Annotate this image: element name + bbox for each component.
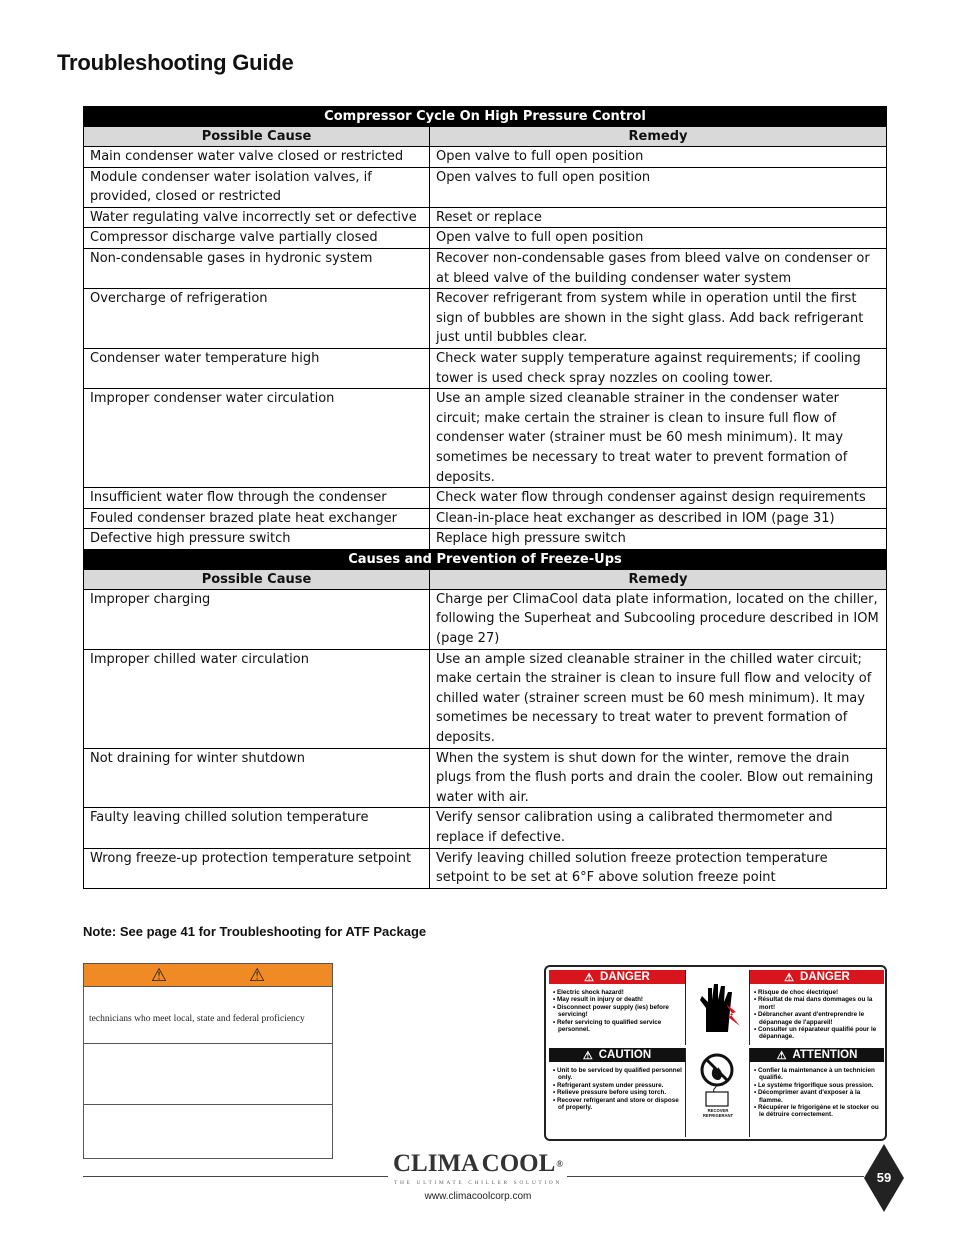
flame-prohibited-icon — [685, 1048, 750, 1137]
danger-label-en: DANGER — [600, 971, 650, 983]
cause-cell: Overcharge of refrigeration — [84, 289, 430, 349]
climacool-logo: CLIMA COOL ® THE ULTIMATE CHILLER SOLUTION — [393, 1150, 563, 1186]
table-row — [84, 808, 887, 848]
section-title: Causes and Prevention of Freeze-Ups — [84, 549, 887, 569]
remedy-cell: Verify sensor calibration using a calibrated thermometer and replace if defective. — [430, 808, 887, 848]
cause-cell: Main condenser water valve closed or restricted — [84, 147, 430, 168]
caution-header — [549, 1048, 685, 1062]
remedy-cell: Use an ample sized cleanable strainer in the chilled water circuit; make certain the strainer is clean to insure full flow and velocity of chilled water (strainer screen must be 60 mesh minimum). It may sometimes be necessary to treat water to prevent formation of deposits. — [430, 649, 887, 748]
warning-text: technicians who meet local, state and federal proficiency — [89, 1014, 305, 1024]
section-title: Compressor Cycle On High Pressure Control — [84, 107, 887, 127]
label-line: • Débrancher avant d'entreprendre le dépannage de l'appareil! — [754, 1011, 865, 1026]
label-line: • Electric shock hazard! — [553, 989, 624, 996]
cause-cell: Water regulating valve incorrectly set or defective — [84, 207, 430, 228]
remedy-cell: Check water flow through condenser against design requirements — [430, 488, 887, 509]
table-row — [84, 529, 887, 550]
label-line: • Résultat de mai dans dommages ou la mort! — [754, 996, 873, 1011]
label-line: • Refrigerant system under pressure. — [553, 1081, 664, 1089]
caution-text — [553, 1067, 683, 1111]
column-header-row — [84, 127, 887, 147]
label-line: • Relieve pressure before using torch. — [553, 1089, 667, 1097]
warning-triangle-icon: ⚠ — [150, 964, 167, 985]
cause-cell: Non-condensable gases in hydronic system — [84, 248, 430, 288]
warning-triangle-icon: ⚠ — [249, 964, 266, 985]
remedy-cell: Reset or replace — [430, 207, 887, 228]
cause-cell: Insufficient water flow through the condenser — [84, 488, 430, 509]
footer-divider-right — [567, 1176, 864, 1177]
label-line: • Risque de choc électrique! — [754, 989, 839, 996]
label-line: • Recover refrigerant and store or dispose of properly. — [553, 1096, 679, 1112]
remedy-cell: Recover non-condensable gases from bleed valve on condenser or at bleed valve of the building condenser water system — [430, 248, 887, 288]
column-header-cause: Possible Cause — [84, 127, 430, 147]
recover-refrigerant-label: RECOVER REFRIGERANT — [702, 1108, 734, 1118]
table-row — [84, 348, 887, 388]
remedy-cell: Check water supply temperature against requirements; if cooling tower is used check spray nozzles on cooling tower. — [430, 348, 887, 388]
table-row — [84, 748, 887, 808]
attention-label: ATTENTION — [792, 1049, 858, 1061]
table-row — [84, 167, 887, 207]
warning-row — [84, 1044, 332, 1105]
warning-triangle-icon: ⚠ — [582, 1049, 593, 1062]
cause-cell: Defective high pressure switch — [84, 529, 430, 550]
column-header-row — [84, 569, 887, 589]
cause-cell: Not draining for winter shutdown — [84, 748, 430, 808]
danger-header-en — [549, 970, 685, 984]
caution-label: CAUTION — [598, 1049, 652, 1061]
remedy-cell: Use an ample sized cleanable strainer in the condenser water circuit; make certain the strainer is clean to insure full flow of condenser water (strainer must be 60 mesh minimum). It may sometimes be necessary to treat water to prevent formation of deposits. — [430, 389, 887, 488]
cause-cell: Faulty leaving chilled solution temperature — [84, 808, 430, 848]
column-header-remedy: Remedy — [430, 127, 887, 147]
warning-box — [83, 963, 333, 1159]
table-row — [84, 228, 887, 249]
footer-divider-left — [83, 1176, 388, 1177]
table-row — [84, 848, 887, 888]
cause-cell: Improper condenser water circulation — [84, 389, 430, 488]
page-number: 59 — [876, 1170, 892, 1185]
table-row — [84, 389, 887, 488]
table-row — [84, 508, 887, 529]
remedy-cell: When the system is shut down for the winter, remove the drain plugs from the flush ports and drain the cooler. Blow out remaining water with air. — [430, 748, 887, 808]
remedy-cell: Recover refrigerant from system while in operation until the first sign of bubbles are shown in the sight glass. Add back refrigerant just until bubbles clear. — [430, 289, 887, 349]
label-line: • Décomprimer avant d'exposer à la flamme. — [754, 1089, 861, 1104]
label-line: • May result in injury or death! — [553, 996, 644, 1004]
table-row — [84, 147, 887, 168]
warning-triangle-icon: ⚠ — [776, 1049, 787, 1062]
section-header-row — [84, 549, 887, 569]
table-row — [84, 589, 887, 649]
section-header-row — [84, 107, 887, 127]
remedy-cell: Replace high pressure switch — [430, 529, 887, 550]
warning-triangle-icon: ⚠ — [584, 971, 595, 984]
cause-cell: Wrong freeze-up protection temperature setpoint — [84, 848, 430, 888]
cause-cell: Module condenser water isolation valves, if provided, closed or restricted — [84, 167, 430, 207]
table-row — [84, 488, 887, 509]
remedy-cell: Open valves to full open position — [430, 167, 887, 207]
label-line: • Confier la maintenance à un technicien qualifié. — [754, 1067, 875, 1082]
cause-cell: Improper charging — [84, 589, 430, 649]
atf-note: Note: See page 41 for Troubleshooting for ATF Package — [83, 924, 427, 939]
warning-triangle-icon: ⚠ — [784, 971, 795, 984]
danger-text-fr — [754, 989, 882, 1041]
remedy-cell: Open valve to full open position — [430, 147, 887, 168]
table-row — [84, 649, 887, 748]
cause-cell: Improper chilled water circulation — [84, 649, 430, 748]
cause-cell: Compressor discharge valve partially closed — [84, 228, 430, 249]
danger-text-en — [553, 989, 683, 1033]
company-url[interactable]: www.climacoolcorp.com — [424, 1191, 532, 1202]
page-number-badge — [864, 1144, 904, 1212]
attention-text — [754, 1067, 882, 1119]
warning-header — [84, 964, 332, 987]
page-title: Troubleshooting Guide — [57, 50, 294, 75]
table-row — [84, 289, 887, 349]
cause-cell: Fouled condenser brazed plate heat exchanger — [84, 508, 430, 529]
column-header-cause: Possible Cause — [84, 569, 430, 589]
warning-row — [84, 987, 332, 1044]
troubleshooting-table — [83, 106, 887, 889]
logo-diamond-icon — [480, 1152, 481, 1176]
danger-header-fr — [750, 970, 884, 984]
table-row — [84, 248, 887, 288]
remedy-cell: Open valve to full open position — [430, 228, 887, 249]
label-line: • Unit to be serviced by qualified personnel only. — [553, 1067, 682, 1082]
remedy-cell: Clean-in-place heat exchanger as described in IOM (page 31) — [430, 508, 887, 529]
cause-cell: Condenser water temperature high — [84, 348, 430, 388]
column-header-remedy: Remedy — [430, 569, 887, 589]
danger-label-fr: DANGER — [800, 971, 850, 983]
remedy-cell: Verify leaving chilled solution freeze protection temperature setpoint to be set at 6°F above solution freeze point — [430, 848, 887, 888]
attention-header — [750, 1048, 884, 1062]
label-line: • Refer servicing to qualified service personnel. — [553, 1018, 662, 1034]
label-line: • Consulter un réparateur qualifié pour le dépannage. — [754, 1026, 877, 1041]
label-line: • Récupérer le frigorigène et le stocker ou le détruire correctement. — [754, 1104, 879, 1119]
label-line: • Disconnect power supply (ies) before servicing! — [553, 1003, 669, 1019]
label-line: • Le système frigorifique sous pression. — [754, 1081, 874, 1089]
table-row — [84, 207, 887, 228]
remedy-cell: Charge per ClimaCool data plate information, located on the chiller, following the Superheat and Subcooling procedure described in IOM (page 27) — [430, 589, 887, 649]
safety-label — [544, 965, 887, 1141]
electric-shock-icon — [685, 970, 750, 1045]
